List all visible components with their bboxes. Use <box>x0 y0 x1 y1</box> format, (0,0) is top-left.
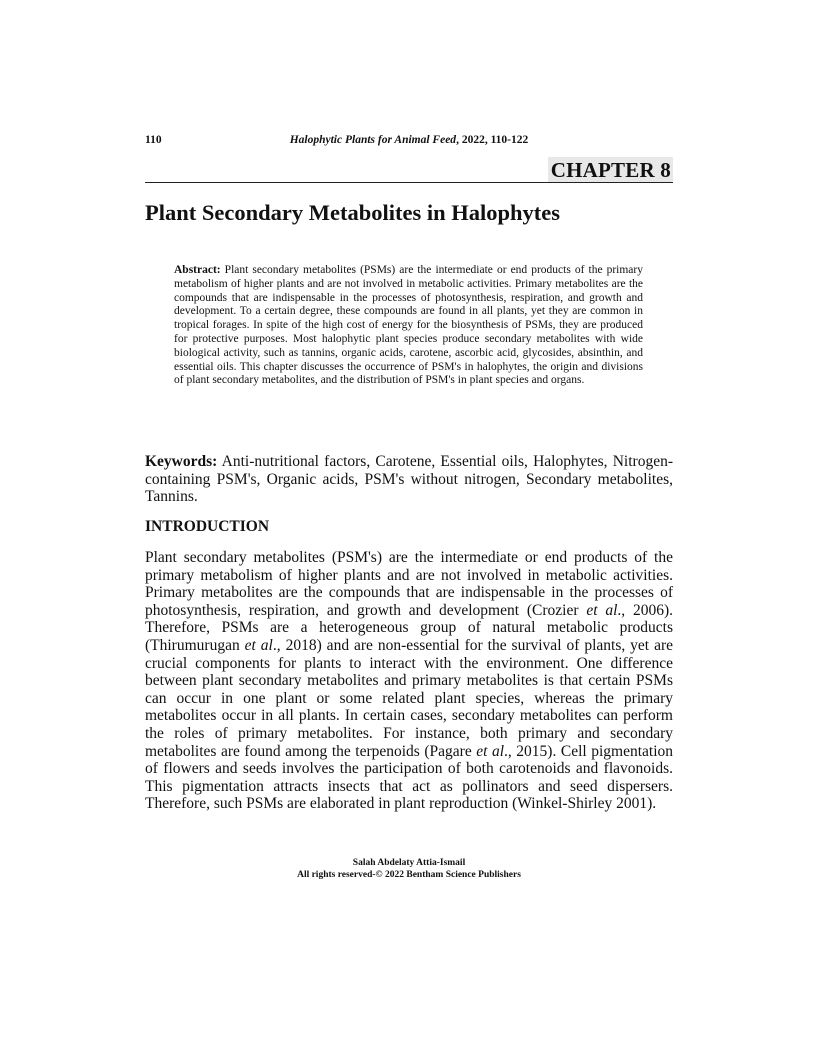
abstract <box>174 264 643 388</box>
chapter-divider <box>145 182 673 183</box>
page-number: 110 <box>145 134 162 146</box>
et-al-3: et al <box>476 742 505 760</box>
intro-text-2: ., 2006). Therefore, PSMs are a heterogeneous group of natural metabolic products (Thirumurugan <box>145 601 674 654</box>
keywords-label: Keywords: <box>145 453 218 470</box>
abstract-label: Abstract: <box>174 264 221 276</box>
et-al-2: et al <box>244 636 273 654</box>
journal-title: Halophytic Plants for Animal Feed <box>289 134 457 146</box>
abstract-text: Plant secondary metabolites (PSMs) are the intermediate or end products of the primary metabolism of higher plants and are not involved in metabolic activities. Primary metabolites are the compounds that are indispensable in the processes of photosynthesis, respiration, and growth and development. To a certain degree, these compounds are found in all plants, yet they are common in tropical forages. In spite of the high cost of energy for the biosynthesis of PSMs, they are produced for protective purposes. Most halophytic plant species produce secondary metabolites with wide biological activity, such as tannins, organic acids, carotene, ascorbic acid, glycosides, absinthin, and essential oils. This chapter discusses the occurrence of PSM's in halophytes, the origin and divisions of plant secondary metabolites, and the distribution of PSM's in plant species and organs. <box>174 264 643 387</box>
et-al-1: et al <box>586 601 618 619</box>
chapter-label: CHAPTER 8 <box>548 157 673 183</box>
running-head <box>145 134 673 150</box>
intro-text-3: ., 2018) and are non-essential for the survival of plants, yet are crucial components for plants to interact with the environment. One difference between plant secondary metabolites and primary metabolites is that certain PSMs can occur in one plant or some related plant species, whereas the primary metabolites occur in all plants. In certain cases, secondary metabolites can perform the roles of primary metabolites. For instance, both primary and secondary metabolites are found among the terpenoids (Pagare <box>145 636 673 760</box>
footer-rights: All rights reserved-© 2022 Bentham Science Publishers <box>297 870 521 880</box>
section-heading-introduction: INTRODUCTION <box>145 518 270 535</box>
keywords <box>145 453 673 506</box>
intro-text-1: Plant secondary metabolites (PSM's) are the intermediate or end products of the primary metabolism of higher plants and are not involved in metabolic activities. Primary metabolites are the compounds that are indispensable in the processes of photosynthesis, respiration, and growth and development (Crozier <box>145 549 673 619</box>
journal-details: , 2022, 110-122 <box>456 134 529 146</box>
journal-citation <box>145 134 673 146</box>
footer <box>145 857 673 881</box>
introduction-paragraph <box>145 549 673 813</box>
chapter-title: Plant Secondary Metabolites in Halophytes <box>145 200 560 225</box>
keywords-text: Anti-nutritional factors, Carotene, Essential oils, Halophytes, Nitrogen-containing PSM's, Organic acids, PSM's without nitrogen, Secondary metabolites, Tannins. <box>145 453 673 505</box>
intro-text-4: ., 2015). Cell pigmentation of flowers and seeds involves the participation of both carotenoids and flavonoids. This pigmentation attracts insects that act as pollinators and seed dispersers. Therefore, such PSMs are elaborated in plant reproduction (Winkel-Shirley 2001). <box>145 742 673 813</box>
footer-author: Salah Abdelaty Attia-Ismail <box>352 858 466 868</box>
